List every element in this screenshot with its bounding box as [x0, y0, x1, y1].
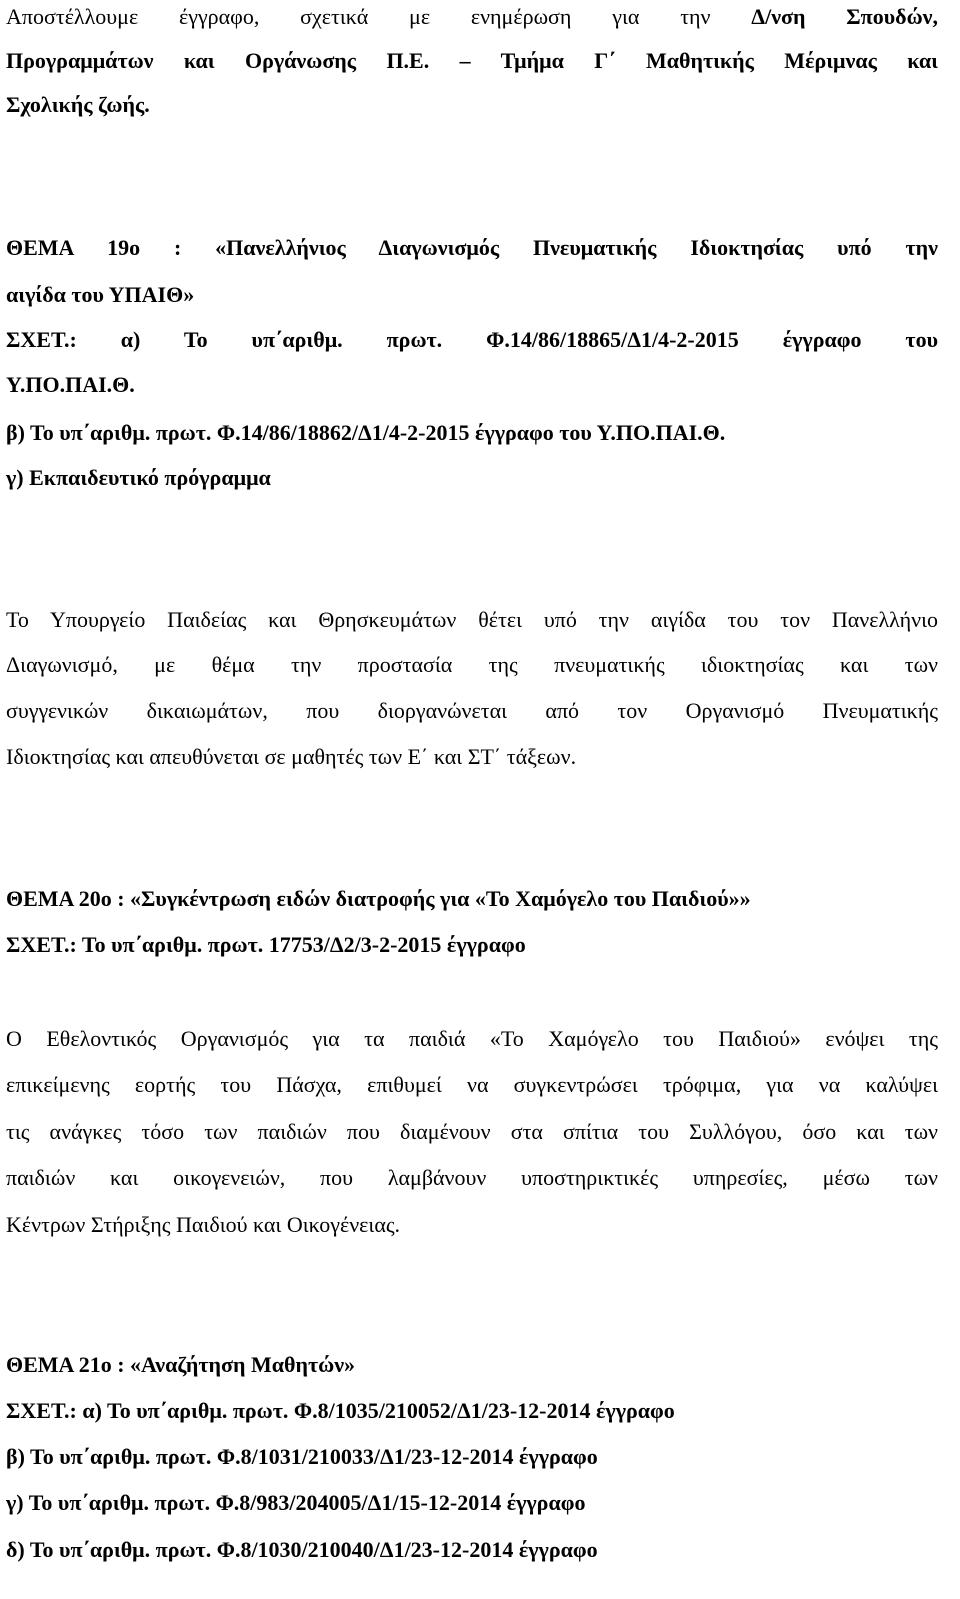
topic21-ref: δ) Το υπ΄αριθμ. πρωτ. Φ.8/1030/210040/Δ1/23-12-2014 έγγραφο: [6, 1537, 598, 1562]
topic21-ref: β) Το υπ΄αριθμ. πρωτ. Φ.8/1031/210033/Δ1/23-12-2014 έγγραφο: [6, 1444, 598, 1469]
topic21-ref: γ) Το υπ΄αριθμ. πρωτ. Φ.8/983/204005/Δ1/15-12-2014 έγγραφο: [6, 1490, 586, 1515]
topic19-ref-a: ΣΧΕΤ.: α) Το υπ΄αριθμ. πρωτ. Φ.14/86/18865/Δ1/4-2-2015 έγγραφο του: [6, 327, 938, 352]
topic20-title: ΘΕΜΑ 20ο : «Συγκέντρωση ειδών διατροφής για «Το Χαμόγελο του Παιδιού»»: [6, 886, 751, 911]
topic19-body-line: Διαγωνισμό, με θέμα την προστασία της πνευματικής ιδιοκτησίας και των: [6, 652, 938, 677]
topic19-ref-b: β) Το υπ΄αριθμ. πρωτ. Φ.14/86/18862/Δ1/4-2-2015 έγγραφο του Υ.ΠΟ.ΠΑΙ.Θ.: [6, 420, 726, 445]
topic19-body-line: Ιδιοκτησίας και απευθύνεται σε μαθητές των Ε΄ και ΣΤ΄ τάξεων.: [6, 744, 577, 769]
intro-text: Αποστέλλουμε έγγραφο, σχετικά με ενημέρωση για την: [6, 4, 752, 29]
topic19-ref-c: γ) Εκπαιδευτικό πρόγραμμα: [6, 465, 271, 490]
topic20-body-line: παιδιών και οικογενειών, που λαμβάνουν υποστηρικτικές υπηρεσίες, μέσω των: [6, 1165, 938, 1190]
topic20-body-line: Κέντρων Στήριξης Παιδιού και Οικογένειας.: [6, 1212, 401, 1237]
intro-department: Δ/νση Σπουδών,: [751, 4, 938, 29]
intro-line-1: [6, 2, 938, 32]
topic19-title: ΘΕΜΑ 19ο : «Πανελλήνιος Διαγωνισμός Πνευματικής Ιδιοκτησίας υπό την: [6, 235, 938, 260]
topic21-ref: ΣΧΕΤ.: α) Το υπ΄αριθμ. πρωτ. Φ.8/1035/210052/Δ1/23-12-2014 έγγραφο: [6, 1398, 675, 1423]
topic20-ref: ΣΧΕΤ.: Το υπ΄αριθμ. πρωτ. 17753/Δ2/3-2-2015 έγγραφο: [6, 932, 526, 957]
intro-line-3: Σχολικής ζωής.: [6, 92, 150, 117]
topic20-body-line: Ο Εθελοντικός Οργανισμός για τα παιδιά «Το Χαμόγελο του Παιδιού» ενόψει της: [6, 1026, 938, 1051]
topic19-body-line: συγγενικών δικαιωμάτων, που διοργανώνεται από τον Οργανισμό Πνευματικής: [6, 698, 938, 723]
topic20-body-line: τις ανάγκες τόσο των παιδιών που διαμένουν στα σπίτια του Συλλόγου, όσο και των: [6, 1119, 938, 1144]
topic19-body-line: Το Υπουργείο Παιδείας και Θρησκευμάτων θέτει υπό την αιγίδα του τον Πανελλήνιο: [6, 607, 938, 632]
topic21-title: ΘΕΜΑ 21ο : «Αναζήτηση Μαθητών»: [6, 1352, 356, 1377]
topic19-title-cont: αιγίδα του ΥΠΑΙΘ»: [6, 282, 195, 307]
intro-line-2: Προγραμμάτων και Οργάνωσης Π.Ε. – Τμήμα Γ΄ Μαθητικής Μέριμνας και: [6, 48, 938, 73]
topic19-ref-a-cont: Υ.ΠΟ.ΠΑΙ.Θ.: [6, 372, 135, 397]
topic20-body-line: επικείμενης εορτής του Πάσχα, επιθυμεί να συγκεντρώσει τρόφιμα, για να καλύψει: [6, 1072, 938, 1097]
